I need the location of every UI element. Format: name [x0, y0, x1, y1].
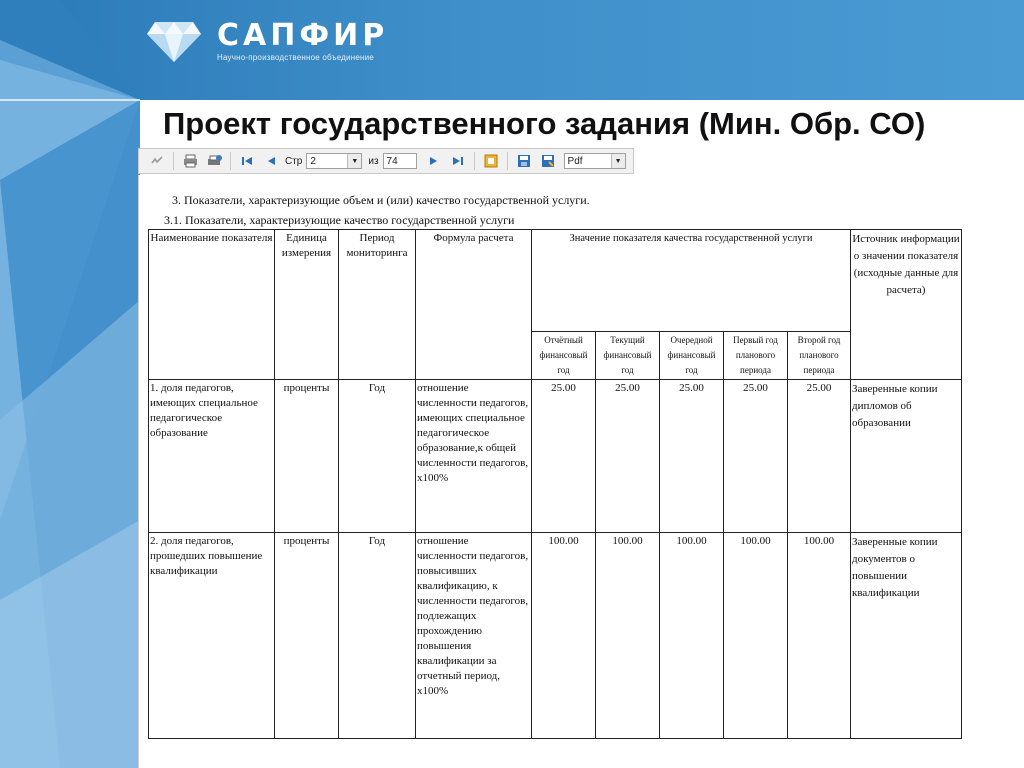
page-number-select[interactable]	[306, 153, 362, 169]
row-value: 25.00	[532, 380, 596, 533]
toolbar-separator	[474, 152, 475, 170]
indicators-table	[148, 229, 962, 739]
export-format-select[interactable]	[564, 153, 626, 169]
row-source: Заверенные копии документов о повышении квалификации	[851, 533, 962, 739]
print-icon[interactable]	[181, 152, 199, 170]
header-value-group: Значение показателя качества государственной услуги	[532, 230, 851, 332]
page-number-value: 2	[310, 155, 316, 167]
decorative-stripes	[0, 0, 140, 768]
brand-name: САПФИР	[217, 18, 389, 53]
toolbar-separator	[507, 152, 508, 170]
header-formula: Формула расчета	[416, 230, 532, 380]
row-unit: проценты	[275, 533, 339, 739]
row-value: 25.00	[788, 380, 851, 533]
row-period: Год	[339, 533, 416, 739]
row-value: 100.00	[532, 533, 596, 739]
row-formula: отношение численности педагогов, имеющих специальное педагогическое образование,к общей численности педагогов, х100%	[416, 380, 532, 533]
first-page-icon[interactable]	[238, 152, 256, 170]
toolbar-separator	[230, 152, 231, 170]
header-source: Источник информации о значении показателя (исходные данные для расчета)	[851, 230, 962, 380]
row-value: 25.00	[724, 380, 788, 533]
save-as-icon[interactable]	[539, 152, 557, 170]
row-name: 1. доля педагогов, имеющих специальное педагогическое образование	[149, 380, 275, 533]
subheader-first-plan-year: Первый год планового периода	[724, 332, 788, 380]
subheader-current-year: Текущий финансовый год	[596, 332, 660, 380]
next-page-icon[interactable]	[425, 152, 443, 170]
chevron-down-icon: ▼	[347, 154, 361, 168]
row-value: 100.00	[788, 533, 851, 739]
row-name: 2. доля педагогов, прошедших повышение квалификации	[149, 533, 275, 739]
refresh-icon[interactable]	[148, 152, 166, 170]
header-period: Период мониторинга	[339, 230, 416, 380]
table-row	[149, 380, 962, 533]
subheader-second-plan-year: Второй год планового периода	[788, 332, 851, 380]
total-pages-field	[383, 153, 417, 169]
brand-logo	[145, 18, 388, 64]
slide-title: Проект государственного задания (Мин. Обр. СО)	[163, 106, 926, 141]
table-row	[149, 533, 962, 739]
section-heading: 3. Показатели, характеризующие объем и (или) качество государственной услуги.	[172, 193, 590, 207]
of-label: из	[368, 155, 379, 167]
row-value: 100.00	[660, 533, 724, 739]
header-unit: Единица измерения	[275, 230, 339, 380]
sub-heading: 3.1. Показатели, характеризующие качество государственной услуги	[164, 213, 515, 227]
row-period: Год	[339, 380, 416, 533]
chevron-down-icon: ▼	[611, 154, 625, 168]
prev-page-icon[interactable]	[262, 152, 280, 170]
row-value: 25.00	[660, 380, 724, 533]
print-setup-icon[interactable]	[205, 152, 223, 170]
diamond-icon	[145, 18, 203, 64]
row-value: 100.00	[596, 533, 660, 739]
row-formula: отношение численности педагогов, повысивших квалификацию, к численности педагогов, подлежащих прохождению повышения квалификации за отчетный период, х100%	[416, 533, 532, 739]
export-format-value: Pdf	[567, 155, 583, 167]
save-icon[interactable]	[515, 152, 533, 170]
subheader-next-year: Очередной финансовый год	[660, 332, 724, 380]
brand-subtitle: Научно-производственное объединение	[217, 53, 374, 62]
report-viewer-toolbar	[138, 148, 634, 174]
toolbar-separator	[173, 152, 174, 170]
export-icon[interactable]	[482, 152, 500, 170]
last-page-icon[interactable]	[449, 152, 467, 170]
page-label: Стр	[285, 155, 303, 167]
row-source: Заверенные копии дипломов об образовании	[851, 380, 962, 533]
row-value: 100.00	[724, 533, 788, 739]
row-value: 25.00	[596, 380, 660, 533]
total-pages-value: 74	[386, 155, 398, 167]
header-name: Наименование показателя	[149, 230, 275, 380]
row-unit: проценты	[275, 380, 339, 533]
header-row	[149, 230, 962, 332]
subheader-reporting-year: Отчётный финансовый год	[532, 332, 596, 380]
